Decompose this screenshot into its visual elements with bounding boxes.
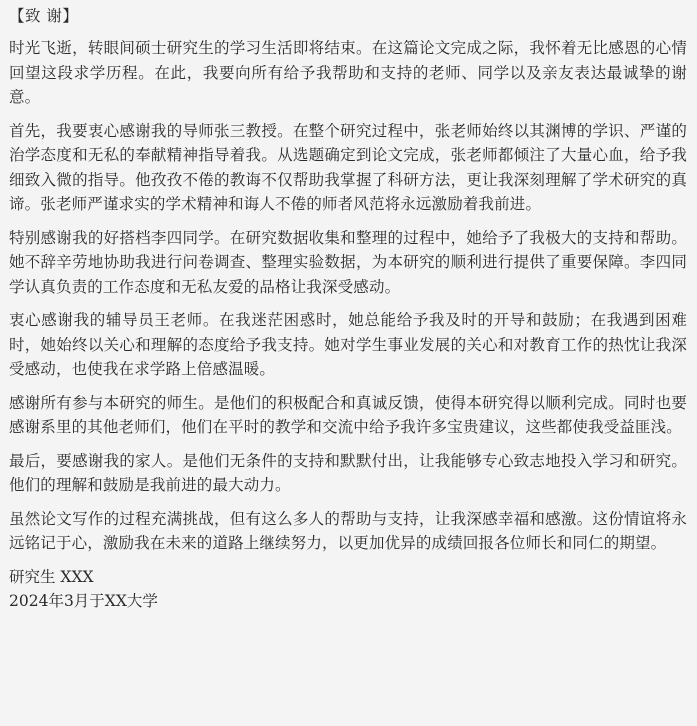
- signature-date: 2024年3月于XX大学: [9, 591, 158, 610]
- signature-author: 研究生 XXX: [9, 567, 94, 586]
- paragraph-advisor: 首先，我要衷心感谢我的导师张三教授。在整个研究过程中，张老师始终以其渊博的学识、严谨的治学态度和无私的奉献精神指导着我。从选题确定到论文完成，张老师都倾注了大量心血，给予我细致入微的指导。他孜孜不倦的教诲不仅帮助我掌握了科研方法，更让我深刻理解了学术研究的真谛。张老师严谨求实的学术精神和诲人不倦的师者风范将永远激励着我前进。: [9, 121, 687, 213]
- acknowledgement-heading: 【致 谢】: [9, 7, 79, 25]
- paragraph-intro: 时光飞逝，转眼间硕士研究生的学习生活即将结束。在这篇论文完成之际，我怀着无比感恩的心情回望这段求学历程。在此，我要向所有给予我帮助和支持的老师、同学以及亲友表达最诚挚的谢意。: [9, 39, 687, 106]
- paragraph-family: 最后，要感谢我的家人。是他们无条件的支持和默默付出，让我能够专心致志地投入学习和研究。他们的理解和鼓励是我前进的最大动力。: [9, 451, 687, 494]
- paragraph-counselor: 衷心感谢我的辅导员王老师。在我迷茫困惑时，她总能给予我及时的开导和鼓励；在我遇到困难时，她始终以关心和理解的态度给予我支持。她对学生事业发展的关心和对教育工作的热忱让我深受感动，也使我在求学路上倍感温暖。: [9, 311, 687, 378]
- paragraph-closing: 虽然论文写作的过程充满挑战，但有这么多人的帮助与支持，让我深感幸福和感激。这份情谊将永远铭记于心，激励我在未来的道路上继续努力，以更加优异的成绩回报各位师长和同仁的期望。: [9, 509, 687, 552]
- paragraph-participants: 感谢所有参与本研究的师生。是他们的积极配合和真诚反馈，使得本研究得以顺利完成。同时也要感谢系里的其他老师们，他们在平时的教学和交流中给予我许多宝贵建议，这些都使我受益匪浅。: [9, 393, 687, 436]
- paragraph-classmate: 特别感谢我的好搭档李四同学。在研究数据收集和整理的过程中，她给予了我极大的支持和帮助。她不辞辛劳地协助我进行问卷调查、整理实验数据，为本研究的顺利进行提供了重要保障。李四同学认真负责的工作态度和无私友爱的品格让我深受感动。: [9, 228, 687, 296]
